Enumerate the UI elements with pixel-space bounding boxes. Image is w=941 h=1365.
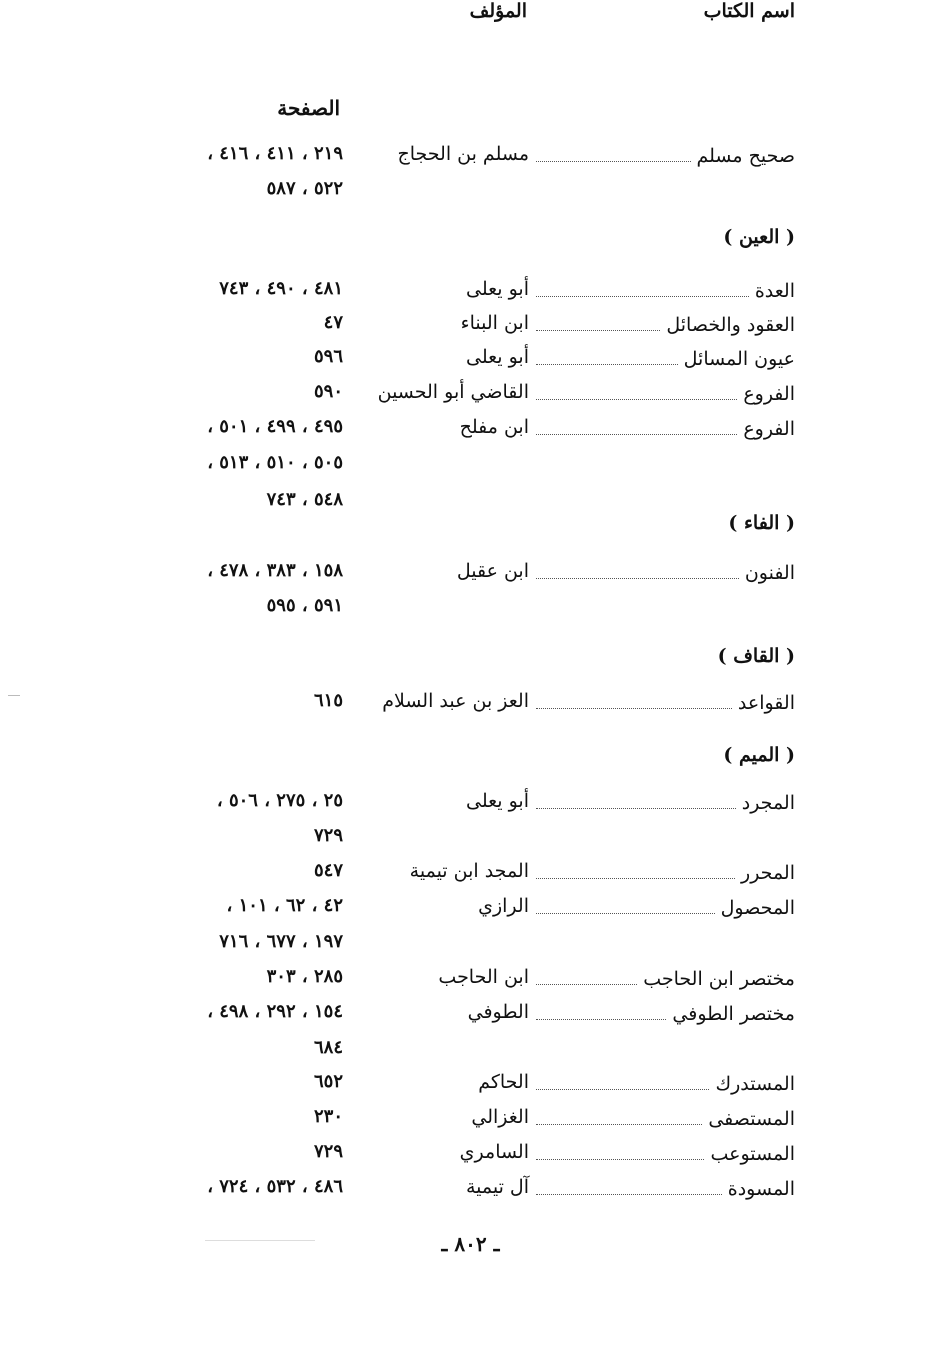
book-entry [530, 312, 795, 336]
leader-dots [536, 860, 735, 879]
book-entry [530, 416, 795, 440]
index-row-continuation [0, 489, 941, 523]
page-numbers: ١٩٧ ، ٦٧٧ ، ٧١٦ [219, 931, 343, 952]
book-entry [530, 860, 795, 884]
book-entry [530, 1071, 795, 1095]
leader-dots [536, 790, 736, 809]
book-title: المجرد [741, 792, 795, 814]
author-name: ابن عقيل [456, 560, 529, 582]
book-title: المستدرك [715, 1073, 795, 1095]
leader-dots [536, 1106, 702, 1125]
author-name: المجد ابن تيمية [409, 860, 529, 882]
author-name: ابن مفلح [459, 416, 529, 438]
book-entry [530, 790, 795, 814]
leader-dots [536, 278, 749, 297]
author-name: آل تيمية [465, 1176, 529, 1198]
leader-dots [536, 560, 739, 579]
book-entry [530, 895, 795, 919]
index-row [0, 416, 941, 450]
page-numbers: ٧٢٩ [313, 1141, 343, 1162]
section-heading-ain: ( العين ) [723, 226, 795, 248]
book-title: العقود والخصائل [666, 314, 795, 336]
book-entry [530, 381, 795, 405]
section-heading-mim: ( الميم ) [723, 744, 795, 766]
page-numbers: ١٥٨ ، ٣٨٣ ، ٤٧٨ ، [207, 560, 343, 581]
author-name: الغزالي [471, 1106, 529, 1128]
page-numbers: ٥٩٦ [313, 346, 343, 367]
index-row-continuation [0, 595, 941, 629]
leader-dots [536, 1001, 666, 1020]
leader-dots [536, 416, 737, 435]
index-row [0, 895, 941, 929]
book-title: المستوعب [710, 1143, 795, 1165]
leader-dots [536, 143, 691, 162]
header-book-name: اسم الكتاب [703, 0, 795, 22]
book-entry [530, 560, 795, 584]
page-numbers: ٤٧ [323, 312, 343, 333]
page-numbers: ٤٨١ ، ٤٩٠ ، ٧٤٣ [219, 278, 343, 299]
book-title: العدة [754, 280, 795, 302]
author-name: السامري [459, 1141, 529, 1163]
index-row-continuation [0, 452, 941, 486]
page-numbers: ٢٣٠ [313, 1106, 343, 1127]
leader-dots [536, 966, 637, 985]
page-numbers: ٤٢ ، ٦٢ ، ١٠١ ، [226, 895, 343, 916]
page-numbers: ٢١٩ ، ٤١١ ، ٤١٦ ، [207, 143, 343, 164]
book-entry [530, 690, 795, 714]
book-title: المحصول [720, 897, 795, 919]
author-name: الرازي [478, 895, 529, 917]
author-name: الطوفي [467, 1001, 529, 1023]
index-row-continuation [0, 825, 941, 859]
book-title: مختصر الطوفي [672, 1003, 795, 1025]
index-row [0, 1001, 941, 1035]
book-title: الفروع [743, 383, 795, 405]
page-number-footer: ـ ٨٠٢ ـ [441, 1232, 500, 1256]
page-numbers: ١٥٤ ، ٢٩٢ ، ٤٩٨ ، [207, 1001, 343, 1022]
leader-dots [536, 895, 715, 914]
author-name: ابن الحاجب [438, 966, 529, 988]
index-row [0, 860, 941, 894]
page-numbers: ٤٩٥ ، ٤٩٩ ، ٥٠١ ، [207, 416, 343, 437]
page-numbers: ٥٩١ ، ٥٩٥ [266, 595, 343, 616]
index-row [0, 312, 941, 346]
book-title: المستصفى [708, 1108, 795, 1130]
index-row [0, 1106, 941, 1140]
book-entry [530, 966, 795, 990]
author-name: الحاكم [478, 1071, 529, 1093]
book-title: الفروع [743, 418, 795, 440]
book-title: مختصر ابن الحاجب [643, 968, 795, 990]
scan-edge-mark [8, 695, 20, 696]
book-entry [530, 143, 795, 167]
author-name: القاضي أبو الحسين [377, 381, 529, 403]
author-name: أبو يعلى [465, 346, 529, 368]
index-row [0, 966, 941, 1000]
index-row-continuation [0, 178, 941, 212]
book-title: المسودة [727, 1178, 795, 1200]
index-row-continuation [0, 1037, 941, 1071]
leader-dots [536, 346, 678, 365]
header-author: المؤلف [469, 0, 527, 22]
page-numbers: ٦٥٢ [313, 1071, 343, 1092]
scan-edge-mark [205, 1240, 315, 1241]
page-numbers: ٢٨٥ ، ٣٠٣ [266, 966, 343, 987]
leader-dots [536, 1071, 709, 1090]
index-row [0, 278, 941, 312]
author-name: العز بن عبد السلام [382, 690, 529, 712]
index-row [0, 346, 941, 380]
leader-dots [536, 312, 660, 331]
book-title: عيون المسائل [683, 348, 795, 370]
page-numbers: ٥٢٢ ، ٥٨٧ [266, 178, 343, 199]
book-entry [530, 1141, 795, 1165]
page-numbers: ٦١٥ [313, 690, 343, 711]
index-row-continuation [0, 931, 941, 965]
leader-dots [536, 690, 732, 709]
section-heading-fa: ( الفاء ) [728, 512, 795, 534]
book-entry [530, 1176, 795, 1200]
page-numbers: ٢٥ ، ٢٧٥ ، ٥٠٦ ، [216, 790, 343, 811]
header-page: الصفحة [277, 96, 340, 120]
index-row [0, 560, 941, 594]
page-numbers: ٥٤٧ [313, 860, 343, 881]
index-row [0, 1176, 941, 1210]
index-row [0, 790, 941, 824]
book-entry [530, 346, 795, 370]
page-numbers: ٧٢٩ [313, 825, 343, 846]
book-entry [530, 278, 795, 302]
author-name: أبو يعلى [465, 790, 529, 812]
page-numbers: ٤٨٦ ، ٥٣٢ ، ٧٢٤ ، [207, 1176, 343, 1197]
index-row [0, 690, 941, 724]
index-row [0, 1141, 941, 1175]
book-entry [530, 1001, 795, 1025]
section-heading-qaf: ( القاف ) [717, 645, 795, 667]
book-entry [530, 1106, 795, 1130]
book-title: صحيح مسلم [696, 145, 795, 167]
page-numbers: ٥٩٠ [313, 381, 343, 402]
index-row [0, 381, 941, 415]
book-title: القواعد [737, 692, 795, 714]
page-numbers: ٥٤٨ ، ٧٤٣ [266, 489, 343, 510]
book-title: المحرر [741, 862, 795, 884]
index-row [0, 143, 941, 177]
leader-dots [536, 1176, 722, 1195]
book-title: الفنون [744, 562, 795, 584]
leader-dots [536, 1141, 704, 1160]
author-name: أبو يعلى [465, 278, 529, 300]
index-row [0, 1071, 941, 1105]
author-name: ابن البناء [460, 312, 529, 334]
page-numbers: ٦٨٤ [313, 1037, 343, 1058]
author-name: مسلم بن الحجاج [397, 143, 529, 165]
leader-dots [536, 381, 737, 400]
page-numbers: ٥٠٥ ، ٥١٠ ، ٥١٣ ، [207, 452, 343, 473]
